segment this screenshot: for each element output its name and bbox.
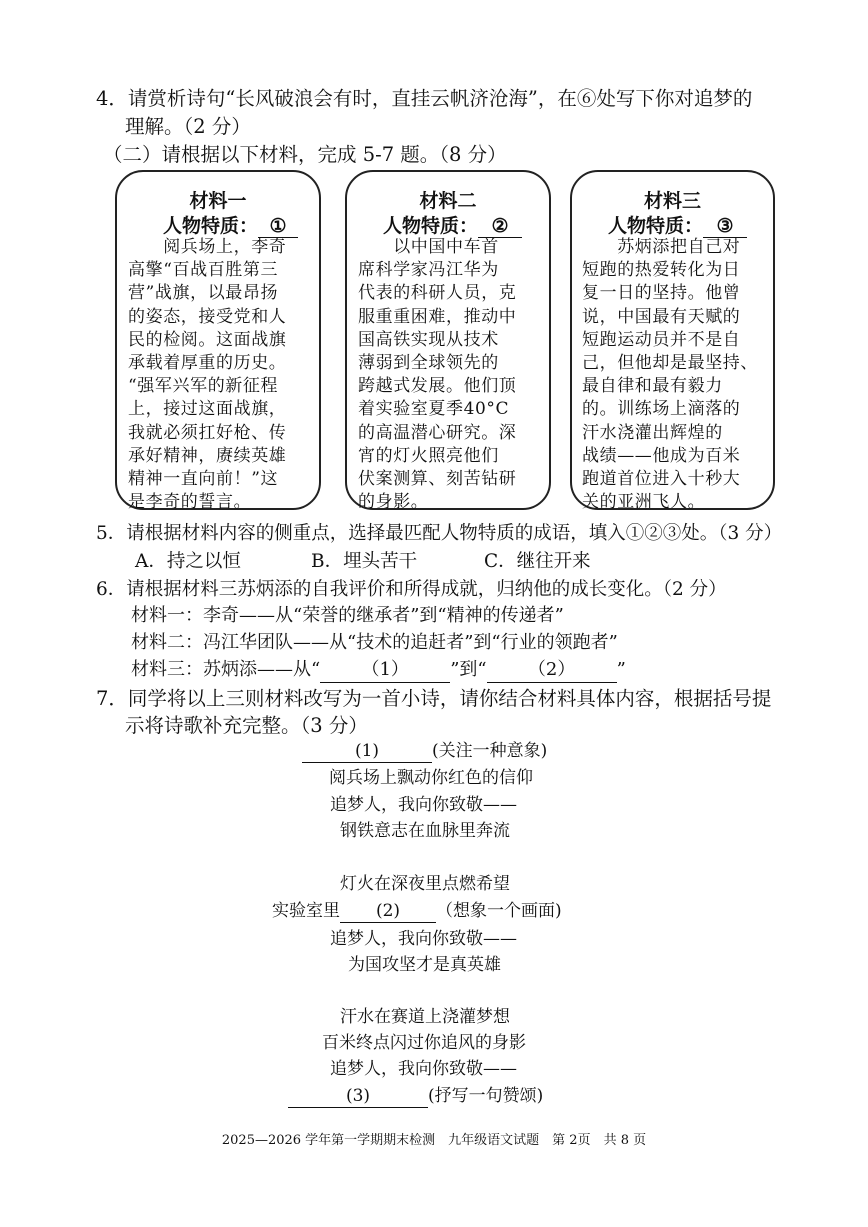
q6-material3: 材料三：苏炳添——从“ （1） ”到“ （2） ” bbox=[131, 658, 626, 683]
q6-blank-1[interactable]: （1） bbox=[320, 658, 450, 683]
question-6: 6．请根据材料三苏炳添的自我评价和所得成就，归纳他的成长变化。（2 分） bbox=[96, 579, 727, 600]
poem-line: 追梦人，我向你致敬—— bbox=[330, 929, 517, 949]
poem-blank-3[interactable]: (3) bbox=[288, 1085, 428, 1108]
poem-line: 阅兵场上飘动你红色的信仰 bbox=[329, 768, 533, 788]
poem-line bbox=[288, 1085, 543, 1108]
question-4-line1: 4．请赏析诗句“长风破浪会有时，直挂云帆济沧海”，在⑥处写下你对追梦的 bbox=[96, 87, 753, 110]
q6-material2: 材料二：冯江华团队——从“技术的追赶者”到“行业的领跑者” bbox=[131, 632, 618, 653]
question-7-line2: 示将诗歌补充完整。（3 分） bbox=[125, 714, 368, 737]
material-trait bbox=[608, 211, 747, 238]
poem-hint: （想象一个画面) bbox=[436, 901, 562, 921]
poem-hint: (关注一种意象) bbox=[432, 741, 548, 761]
material-body: 阅兵场上，李奇 高擎“百战百胜第三 营”战旗，以最昂扬 的姿态，接受党和人 民的检阅。这面战旗 承载着厚重的历史。 “强军兴军的新征程 上，接过这面战旗， 我就必须扛好枪、传 承好精神，赓续英雄 精神一直向前！”这 是李奇的誓言。 bbox=[128, 237, 287, 513]
question-7-line1: 7．同学将以上三则材料改写为一首小诗，请你结合材料具体内容，根据括号提 bbox=[96, 687, 772, 710]
section-heading: （二）请根据以下材料，完成 5-7 题。（8 分） bbox=[103, 143, 507, 166]
poem-line: 钢铁意志在血脉里奔流 bbox=[340, 821, 510, 841]
material-card-2 bbox=[345, 170, 551, 513]
material-trait bbox=[383, 211, 522, 238]
poem-line bbox=[302, 740, 547, 763]
trait-label: 人物特质： bbox=[383, 215, 479, 237]
poem-line: 百米终点闪过你追风的身影 bbox=[322, 1033, 526, 1053]
poem-line: 汗水在赛道上浇灌梦想 bbox=[340, 1007, 510, 1027]
poem-line: 灯火在深夜里点燃希望 bbox=[340, 874, 510, 894]
poem-line: 实验室里 (2) （想象一个画面) bbox=[272, 901, 562, 921]
question-4-line2: 理解。（2 分） bbox=[125, 115, 251, 138]
option-b: B．埋头苦干 bbox=[311, 551, 418, 572]
material-body: 苏炳添把自己对 短跑的热爱转化为日 复一日的坚持。他曾 说，中国最有天赋的 短跑运动员并不是自 己，但他却是最坚持、 最自律和最有毅力 的。训练场上滴落的 汗水浇灌出辉煌的 战绩——他成为百米 跑道首位进入十秒大 关的亚洲飞人。 bbox=[582, 237, 758, 513]
material-title: 材料一 bbox=[189, 190, 247, 212]
q6-blank-2[interactable]: （2） bbox=[487, 658, 617, 683]
material-trait bbox=[163, 211, 298, 238]
option-c: C．继往开来 bbox=[484, 551, 591, 572]
trait-label: 人物特质： bbox=[163, 215, 259, 237]
material-card-3 bbox=[570, 170, 775, 513]
material-title: 材料二 bbox=[419, 190, 477, 212]
material-card-1 bbox=[115, 170, 321, 513]
poem-line: 为国攻坚才是真英雄 bbox=[348, 955, 501, 975]
material-body: 以中国中车首 席科学家冯江华为 代表的科研人员，克 服重重困难，推动中 国高铁实现从技术 薄弱到全球领先的 跨越式发展。他们顶 着实验室夏季40°C 的高温潜心研究。深 宵的灯火照亮他们 伏案测算、刻苦钻研 的身影。 bbox=[358, 237, 517, 513]
trait-blank: ③ bbox=[703, 215, 747, 238]
page-footer: 2025—2026 学年第一学期期末检测 九年级语文试题 第 2页 共 8 页 bbox=[221, 1133, 647, 1148]
trait-blank: ② bbox=[478, 215, 522, 238]
material-title: 材料三 bbox=[643, 190, 701, 212]
q6-material1: 材料一：李奇——从“荣誉的继承者”到“精神的传递者” bbox=[131, 605, 564, 626]
poem-hint: (抒写一句赞颂) bbox=[428, 1086, 544, 1106]
option-a: A．持之以恒 bbox=[135, 551, 241, 572]
poem-blank-2[interactable]: (2) bbox=[340, 900, 436, 923]
trait-blank: ① bbox=[258, 215, 298, 238]
poem-blank-1[interactable]: (1) bbox=[302, 740, 432, 763]
question-5: 5．请根据材料内容的侧重点，选择最匹配人物特质的成语，填入①②③处。（3 分） bbox=[96, 523, 783, 544]
poem-line: 追梦人，我向你致敬—— bbox=[330, 795, 517, 815]
poem-line: 追梦人，我向你致敬—— bbox=[330, 1059, 517, 1079]
trait-label: 人物特质： bbox=[608, 215, 704, 237]
